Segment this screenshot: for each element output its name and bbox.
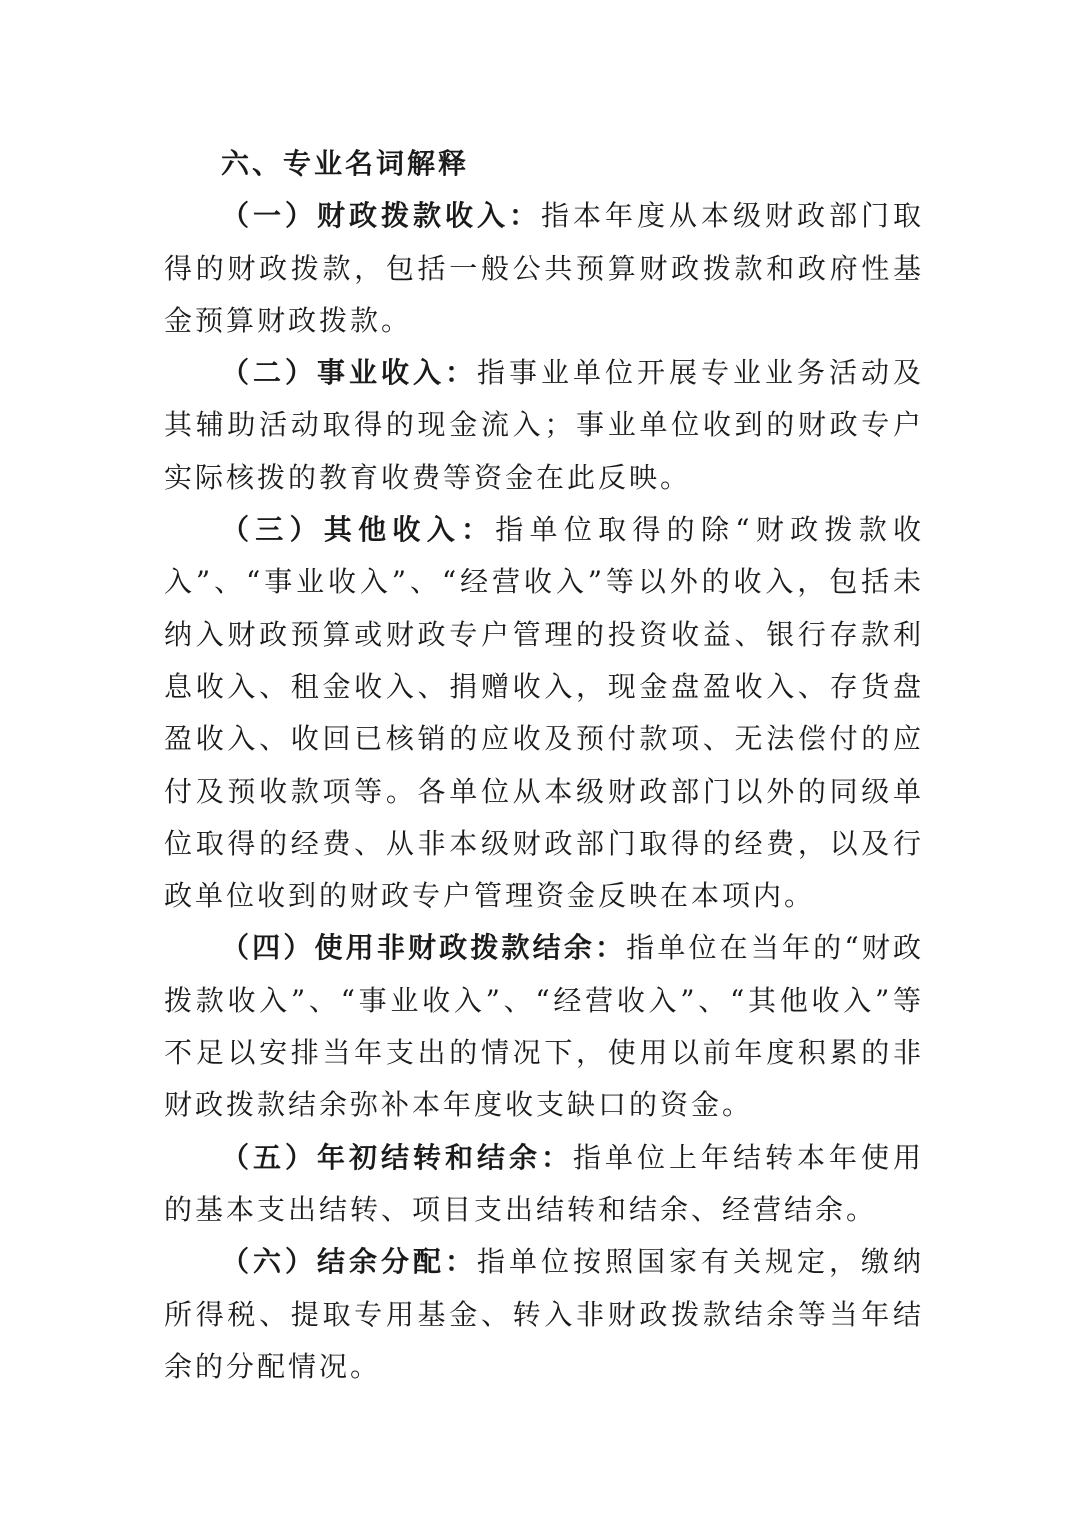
definition-term-2: （二）事业收入： bbox=[221, 356, 477, 390]
definition-text-1: 指本年度从本级财政部门取得的财政拨款，包括一般公共预算财政拨款和政府性基金预算财政拨款。 bbox=[164, 199, 924, 337]
definition-term-6: （六）结余分配： bbox=[221, 1245, 477, 1279]
definition-paragraph-1 bbox=[164, 190, 924, 347]
definition-paragraph-2 bbox=[164, 347, 924, 504]
definition-paragraph-6 bbox=[164, 1236, 924, 1393]
section-heading: 六、专业名词解释 bbox=[221, 147, 470, 180]
definition-paragraph-4 bbox=[164, 922, 924, 1131]
definition-text-2: 指事业单位开展专业业务活动及其辅助活动取得的现金流入；事业单位收到的财政专户实际核拨的教育收费等资金在此反映。 bbox=[164, 356, 924, 494]
definition-text-5: 指单位上年结转本年使用的基本支出结转、项目支出结转和结余、经营结余。 bbox=[164, 1140, 924, 1226]
definition-paragraph-3 bbox=[164, 504, 924, 922]
definition-term-3: （三）其他收入： bbox=[221, 513, 496, 547]
definition-term-5: （五）年初结转和结余： bbox=[221, 1140, 573, 1174]
definition-paragraph-5 bbox=[164, 1132, 924, 1237]
definition-term-4: （四）使用非财政拨款结余： bbox=[221, 931, 627, 965]
definition-text-4: 指单位在当年的“财政拨款收入”、“事业收入”、“经营收入”、“其他收入”等不足以安排当年支出的情况下，使用以前年度积累的非财政拨款结余弥补本年度收支缺口的资金。 bbox=[164, 931, 924, 1122]
document-body bbox=[164, 138, 924, 1393]
definition-text-3: 指单位取得的除“财政拨款收入”、“事业收入”、“经营收入”等以外的收入，包括未纳入财政预算或财政专户管理的投资收益、银行存款利息收入、租金收入、捐赠收入，现金盘盈收入、存货盘盈收入、收回已核销的应收及预付款项、无法偿付的应付及预收款项等。各单位从本级财政部门以外的同级单位取得的经费、从非本级财政部门取得的经费，以及行政单位收到的财政专户管理资金反映在本项内。 bbox=[164, 513, 924, 913]
definition-term-1: （一）财政拨款收入： bbox=[221, 199, 541, 233]
definition-text-6: 指单位按照国家有关规定，缴纳所得税、提取专用基金、转入非财政拨款结余等当年结余的分配情况。 bbox=[164, 1245, 924, 1383]
